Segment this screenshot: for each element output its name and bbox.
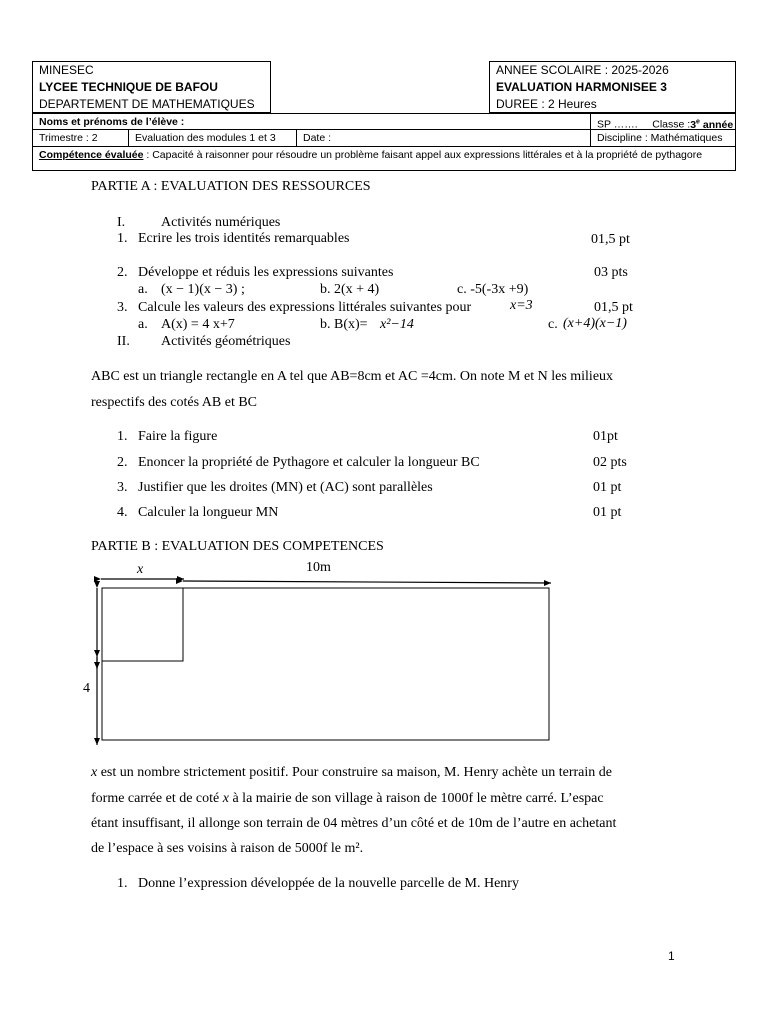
var-x-2: x	[222, 791, 229, 806]
problem-line-1: x est un nombre strictement positif. Pour construire sa maison, M. Henry achète un terrain de	[91, 765, 612, 780]
q3c-expression: (x+4)(x−1)	[563, 316, 627, 331]
g3-text: Justifier que les droites (MN) et (AC) sont parallèles	[138, 480, 433, 495]
section-2-title: Activités géométriques	[161, 334, 291, 349]
g3-points: 01 pt	[593, 480, 622, 495]
classe-value: 3	[690, 118, 697, 131]
header-school: LYCEE TECHNIQUE DE BAFOU	[39, 80, 218, 94]
date-field: Date :	[303, 132, 332, 144]
classe-sup: e	[696, 118, 700, 125]
q3-points: 01,5 pt	[594, 300, 633, 315]
discipline-field: Discipline : Mathématiques	[597, 132, 723, 144]
section-1-title: Activités numériques	[161, 215, 281, 230]
page-number: 1	[668, 949, 675, 963]
part-a-title: PARTIE A : EVALUATION DES RESSOURCES	[91, 179, 371, 194]
part-b-title: PARTIE B : EVALUATION DES COMPETENCES	[91, 539, 384, 554]
evaluation-modules: Evaluation des modules 1 et 3	[135, 132, 276, 144]
header-exam-title: EVALUATION HARMONISEE 3	[496, 80, 667, 94]
q2c-expression: c. -5(-3x +9)	[457, 282, 529, 297]
q1-text: Ecrire les trois identités remarquables	[138, 231, 350, 246]
header-school-year: ANNEE SCOLAIRE : 2025-2026	[496, 63, 669, 77]
label-10m: 10m	[306, 560, 331, 575]
q2-points: 03 pts	[594, 265, 628, 280]
problem-line-4: de l’espace à ses voisins à raison de 5000f le m².	[91, 841, 364, 856]
trimestre-field: Trimestre : 2	[39, 132, 98, 144]
q3c-prefix: c.	[548, 317, 558, 332]
problem-line-3: étant insuffisant, il allonge son terrain de 04 mètres d’un côté et de 10m de l’autre en achetant	[91, 816, 617, 831]
q1-number: 1.	[117, 231, 128, 246]
var-x-1: x	[91, 765, 98, 780]
g3-number: 3.	[117, 480, 128, 495]
dimension-arrow-10m	[183, 581, 551, 583]
sp-field: SP …….	[597, 118, 638, 131]
q3a-label: a.	[138, 317, 148, 332]
header-department: DEPARTEMENT DE MATHEMATIQUES	[39, 97, 255, 111]
q1-points: 01,5 pt	[591, 232, 630, 247]
g4-number: 4.	[117, 505, 128, 520]
student-name-field: Noms et prénoms de l’élève :	[39, 116, 185, 128]
g1-number: 1.	[117, 429, 128, 444]
g2-number: 2.	[117, 455, 128, 470]
q2a-label: a.	[138, 282, 148, 297]
q2b-expression: b. 2(x + 4)	[320, 282, 380, 297]
section-2-number: II.	[117, 334, 130, 349]
header-left-box	[32, 61, 271, 113]
q3a-expression: A(x) = 4 x+7	[161, 317, 235, 332]
g4-text: Calculer la longueur MN	[138, 505, 279, 520]
q2-text: Développe et réduis les expressions suivantes	[138, 265, 394, 280]
label-4: 4	[83, 681, 90, 696]
q3-condition: x=3	[510, 298, 533, 313]
section-1-number: I.	[117, 215, 126, 230]
q2-number: 2.	[117, 265, 128, 280]
info-row-details	[32, 130, 736, 147]
g1-text: Faire la figure	[138, 429, 218, 444]
competence-label: Compétence évaluée	[39, 149, 144, 161]
header-ministry: MINESEC	[39, 63, 94, 77]
g2-points: 02 pts	[593, 455, 627, 470]
header-right-box	[489, 61, 736, 113]
competence-text: : Capacité à raisonner pour résoudre un problème faisant appel aux expressions littérales et à la propriété de pythagore	[143, 149, 703, 161]
label-x: x	[137, 562, 144, 577]
info-row-names	[32, 113, 736, 130]
q2a-expression: (x − 1)(x − 3) ;	[161, 282, 245, 297]
q3b-expression: x²−14	[380, 317, 414, 332]
info-row-competence	[32, 147, 736, 171]
q3-number: 3.	[117, 300, 128, 315]
g1-points: 01pt	[593, 429, 618, 444]
land-figure	[80, 555, 570, 755]
problem-line-2: forme carrée et de coté x à la mairie de son village à raison de 1000f le mètre carré. L’espac	[91, 791, 604, 806]
b1-text: Donne l’expression développée de la nouvelle parcelle de M. Henry	[138, 876, 519, 891]
geometry-statement-line-1: ABC est un triangle rectangle en A tel que AB=8cm et AC =4cm. On note M et N les milieux	[91, 369, 614, 384]
g4-points: 01 pt	[593, 505, 622, 520]
geometry-statement-line-2: respectifs des cotés AB et BC	[91, 395, 258, 410]
b1-number: 1.	[117, 876, 128, 891]
square-plot	[102, 588, 183, 661]
q3-text: Calcule les valeurs des expressions littérales suivantes pour	[138, 300, 472, 315]
g2-text: Enoncer la propriété de Pythagore et calculer la longueur BC	[138, 455, 480, 470]
q3b-prefix: b. B(x)=	[320, 317, 368, 332]
header-duration: DUREE : 2 Heures	[496, 97, 597, 111]
classe-suffix: année	[699, 118, 734, 131]
classe-prefix: Classe :	[652, 118, 691, 131]
plot-rectangle	[102, 588, 549, 740]
